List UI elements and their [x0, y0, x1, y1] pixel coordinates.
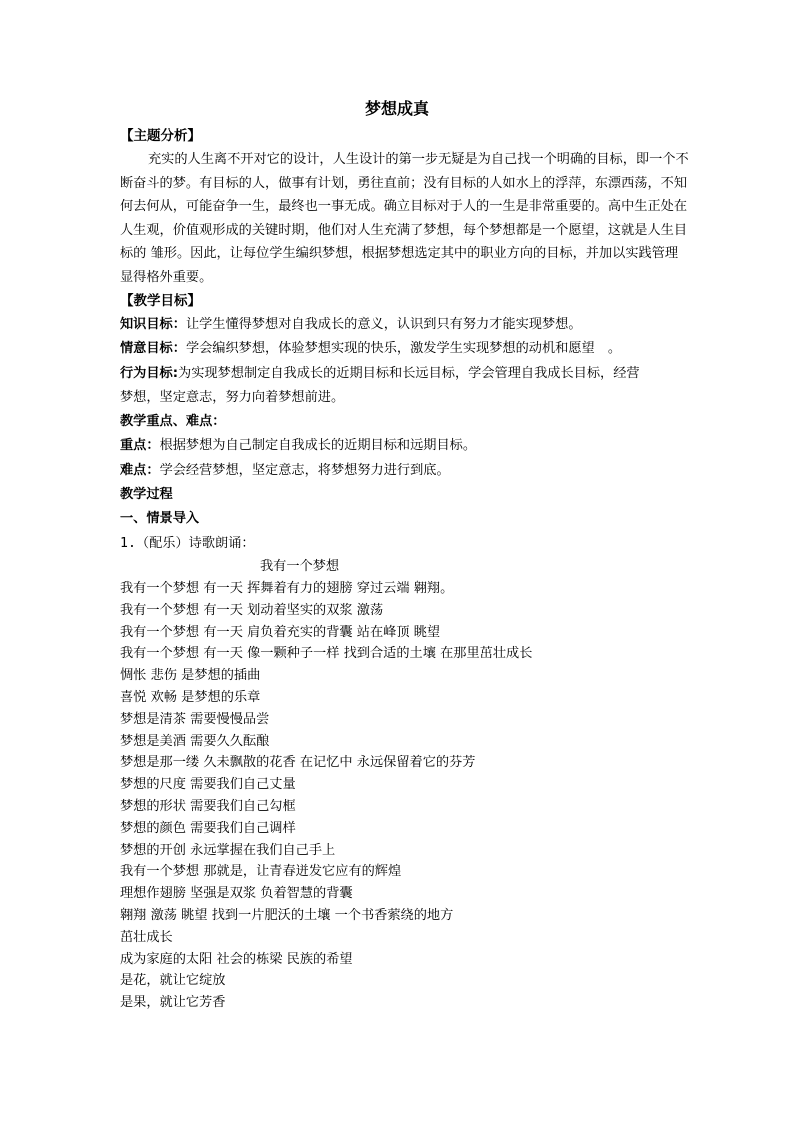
- poem-line: 梦想的颜色 需要我们自己调样: [120, 820, 296, 836]
- topic-paragraph: [120, 148, 690, 289]
- poem-line: 我有一个梦想 有一天 像一颗种子一样 找到合适的土壤 在那里茁壮成长: [120, 646, 533, 662]
- focus-label: 重点：: [120, 438, 160, 454]
- goal-emotion-label: 情意目标：: [120, 341, 186, 357]
- section-heading-goals: 【教学目标】: [120, 293, 201, 309]
- goal-emotion: [120, 337, 690, 361]
- poem-line: 梦想的形状 需要我们自己勾框: [120, 798, 296, 814]
- poem-line: 惆怅 悲伤 是梦想的插曲: [120, 668, 261, 684]
- topic-paragraph-text: 充实的人生离不开对它的设计，人生设计的第一步无疑是为自己找一个明确的目标，即一个不断奋斗的梦。有目标的人，做事有计划，勇往直前；没有目标的人如水上的浮萍，东漂西荡，不知何去何从，可能奋争一生，最终也一事无成。确立目标对于人的一生是非常重要的。高中生正处在人生观，价值观形成的关键时期，他们对人生充满了梦想，每个梦想都是一个愿望，这就是人生目标的 雏形。因此，让每位学生编织梦想，根据梦想选定其中的职业方向的目标，并加以实践管理显得格外重要。: [120, 152, 689, 285]
- goal-emotion-text: 学会编织梦想，体验梦想实现的快乐，激发学生实现梦想的动机和愿望 。: [185, 341, 622, 357]
- poem-line: 喜悦 欢畅 是梦想的乐章: [120, 689, 261, 705]
- section-heading-key-points: 教学重点、难点：: [120, 414, 226, 430]
- poem-line: 我有一个梦想 有一天 挥舞着有力的翅膀 穿过云端 翱翔。: [120, 580, 454, 596]
- poem-line: 成为家庭的太阳 社会的栋梁 民族的希望: [120, 951, 353, 967]
- difficulty-point: [120, 459, 690, 483]
- poem-body: [120, 578, 690, 1014]
- poem-line: 梦想的尺度 需要我们自己丈量: [120, 777, 296, 793]
- poem-line: 梦想的开创 永远掌握在我们自己手上: [120, 842, 336, 858]
- focus-text: 根据梦想为自己制定自我成长的近期目标和远期目标。: [159, 438, 477, 454]
- goal-behavior-label: 行为目标:: [120, 365, 179, 381]
- poem-line: 翱翔 激荡 眺望 找到一片肥沃的土壤 一个书香萦绕的地方: [120, 907, 454, 923]
- poem-line: 我有一个梦想 有一天 肩负着充实的背囊 站在峰顶 眺望: [120, 624, 441, 640]
- poem-line: 茁壮成长: [120, 929, 173, 945]
- poem-title: 我有一个梦想: [260, 558, 340, 574]
- poem-line: 是果，就让它芳香: [120, 995, 226, 1011]
- poem-line: 理想作翅膀 坚强是双浆 负着智慧的背囊: [120, 886, 353, 902]
- goal-behavior: [120, 362, 690, 386]
- step1-item-text: （配乐）诗歌朗诵：: [135, 535, 255, 551]
- section-heading-step1: 一、情景导入: [120, 511, 200, 527]
- poem-line: 梦想是清茶 需要慢慢品尝: [120, 711, 270, 727]
- goal-knowledge-label: 知识目标：: [120, 317, 186, 332]
- document-body: [120, 124, 690, 1014]
- goal-knowledge-text: 让学生懂得梦想对自我成长的意义，认识到只有努力才能实现梦想。: [185, 317, 582, 332]
- section-heading-topic: 【主题分析】: [120, 128, 201, 144]
- poem-line: 我有一个梦想 那就是，让青春迸发它应有的辉煌: [120, 864, 402, 880]
- poem-line: 梦想是那一缕 久未飘散的花香 在记忆中 永远保留着它的芬芳: [120, 755, 476, 771]
- goal-behavior-continued: 梦想，坚定意志，努力向着梦想前进。: [120, 389, 345, 405]
- poem-line: 我有一个梦想 有一天 划动着坚实的双浆 激荡: [120, 602, 384, 618]
- poem-line: 梦想是美酒 需要久久酝酿: [120, 733, 270, 749]
- goal-knowledge: [120, 313, 690, 337]
- goal-behavior-text-1: 为实现梦想制定自我成长的近期目标和长远目标，学会管理自我成长目标，经营: [178, 365, 640, 381]
- focus-point: [120, 434, 690, 458]
- section-heading-process: 教学过程: [120, 487, 173, 503]
- document-title: 梦想成真: [364, 99, 429, 118]
- difficulty-label: 难点：: [120, 462, 160, 478]
- poem-line: 是花，就让它绽放: [120, 973, 226, 989]
- step1-item: [120, 532, 690, 556]
- difficulty-text: 学会经营梦想，坚定意志，将梦想努力进行到底。: [159, 462, 450, 478]
- step1-item-number: 1.: [120, 535, 136, 551]
